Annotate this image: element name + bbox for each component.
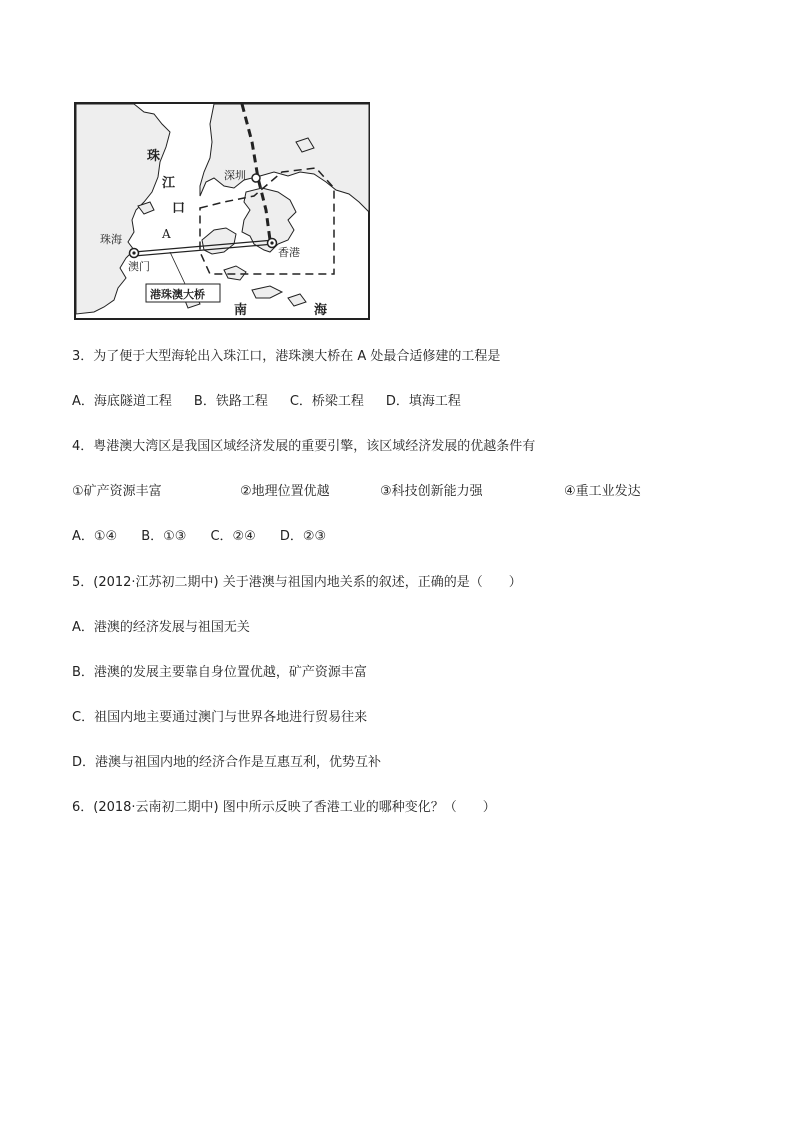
q3-option-c[interactable]: C．桥梁工程 — [289, 394, 364, 409]
label-bridge: 港珠澳大桥 — [150, 288, 205, 301]
q4-option-a[interactable]: A．①④ — [72, 529, 118, 544]
label-shenzhen: 深圳 — [224, 169, 246, 182]
label-macau: 澳门 — [128, 260, 150, 273]
q4-stem: 4．粤港澳大湾区是我国区域经济发展的重要引擎，该区域经济发展的优越条件有 — [72, 439, 536, 454]
q3-stem: 3．为了便于大型海轮出入珠江口，港珠澳大桥在 A 处最合适修建的工程是 — [72, 349, 501, 364]
label-kou: 口 — [172, 201, 186, 216]
q4-options — [72, 528, 326, 546]
q3-options — [72, 393, 461, 411]
q4-item-2: ②地理位置优越 — [240, 484, 330, 499]
shenzhen-dot — [252, 174, 260, 182]
label-nan: 南 — [234, 303, 248, 318]
label-zhuhai: 珠海 — [100, 233, 122, 246]
q4-item-4: ④重工业发达 — [564, 484, 641, 499]
q4-item-3: ③科技创新能力强 — [380, 484, 483, 499]
label-hai: 海 — [314, 303, 328, 318]
q4-option-b[interactable]: B．①③ — [141, 529, 187, 544]
pearl-river-delta-map — [74, 102, 370, 320]
q4-item-1: ①矿产资源丰富 — [72, 484, 162, 499]
q3-option-a[interactable]: A．海底隧道工程 — [72, 394, 172, 409]
label-zhu: 珠 — [147, 149, 161, 164]
q4-option-d[interactable]: D．②③ — [279, 529, 327, 544]
q5-option-c[interactable]: C．祖国内地主要通过澳门与世界各地进行贸易往来 — [72, 710, 368, 725]
label-hongkong: 香港 — [278, 246, 300, 259]
q5-stem: 5．(2012·江苏初二期中) 关于港澳与祖国内地关系的叙述，正确的是（ ） — [72, 575, 522, 590]
label-a-point: A — [162, 227, 171, 241]
macau-dot-inner — [132, 251, 135, 254]
q4-option-c[interactable]: C．②④ — [210, 529, 256, 544]
q5-option-b[interactable]: B．港澳的发展主要靠自身位置优越，矿产资源丰富 — [72, 665, 367, 680]
q5-option-a[interactable]: A．港澳的经济发展与祖国无关 — [72, 620, 250, 635]
q6-stem: 6．(2018·云南初二期中) 图中所示反映了香港工业的哪种变化？（ ） — [72, 800, 496, 815]
q5-option-d[interactable]: D．港澳与祖国内地的经济合作是互惠互利，优势互补 — [72, 755, 382, 770]
q3-option-b[interactable]: B．铁路工程 — [193, 394, 268, 409]
hongkong-dot-inner — [270, 241, 273, 244]
label-jiang: 江 — [162, 176, 176, 191]
q4-items — [72, 483, 641, 501]
q3-option-d[interactable]: D．填海工程 — [385, 394, 461, 409]
